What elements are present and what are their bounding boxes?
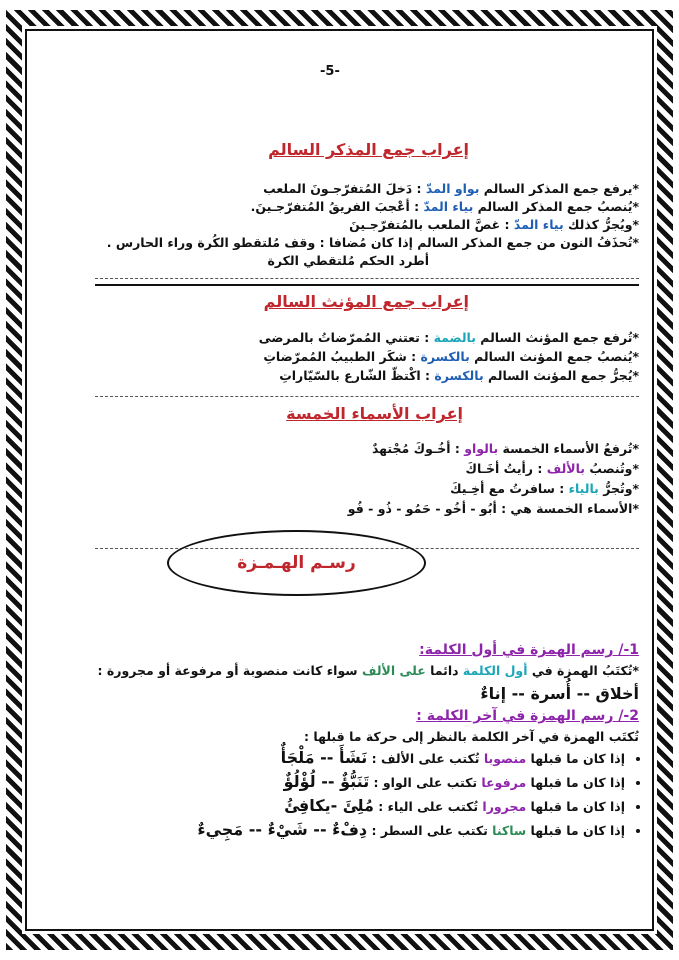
list-item: • إذا كان ما قبلها مرفوعا تكتب على الواو : تَنَبُّؤٌ -- لُؤْلُؤٌ — [197, 770, 625, 794]
list-item: • إذا كان ما قبلها منصوبا تُكتب على الألف : نَشَأَ -- مَلْجَأٌ — [197, 746, 625, 770]
hamza-rule1: *تُكتَبُ الهمزة في أول الكلمة دائما على الألف سواء كانت منصوبة أو مرفوعة أو مجرورة : — [97, 663, 639, 678]
five-line-4: *الأسماء الخمسة هي : أبُو - أخُو - حَمُو - ذُو - فُو — [347, 501, 639, 516]
hamza-title-oval — [167, 530, 426, 596]
hamza-title: رسـم الهـمـزة — [237, 553, 356, 573]
hamza-rule2: تُكتَب الهمزة في آخر الكلمة بالنظر إلى حركة ما قبلها : — [304, 729, 639, 744]
five-line-1: *تُرفعُ الأسماء الخمسة بالواو : أخُـوكَ مُجْتهدٌ — [371, 441, 639, 456]
fem-heading: إعراب جمع المؤنث السالم — [263, 292, 469, 311]
page-content — [40, 40, 639, 920]
list-item: • إذا كان ما قبلها مجرورا تُكتب على الياء : مُلِئَ -يكافِئُ — [197, 794, 625, 818]
fem-line-1: *تُرفع جمع المؤنث السالم بالضمة : تعتني المُمرّضاتُ بالمرضى — [258, 330, 639, 345]
five-line-3: *وتُجرُّ بالياء : سافرتُ مع أخِـيكَ — [450, 481, 639, 496]
masc-line-3: *ويُجرُّ كذلك بياء المدّ : غصَّ الملعب بالمُتفرّجـينَ — [349, 217, 639, 232]
hamza-sub2: 2-/ رسم الهمزة في آخر الكلمة : — [416, 708, 639, 724]
five-line-2: *وتُنصبُ بالألف : رأيتُ أخَـاكَ — [465, 461, 639, 476]
fem-line-3: *يُجرُّ جمع المؤنث السالم بالكسرة : اكْتظّ الشّارع بالسّيّاراتِ — [279, 368, 639, 383]
masc-line-2: *يُنصبُ جمع المذكر السالم بياء المدّ : أعْجبَ الفريقُ المُتفرّجـينَ. — [250, 199, 639, 214]
separator — [95, 278, 639, 279]
list-item: • إذا كان ما قبلها ساكنا تكتب على السطر : دِفْءٌ -- شَيْءٌ -- مَجِيءٌ — [197, 818, 625, 842]
masc-heading: إعراب جمع المذكر السالم — [268, 140, 469, 159]
hamza-bullets — [197, 746, 639, 842]
five-heading: إعراب الأسماء الخمسة — [286, 404, 463, 423]
masc-line-1: *يرفع جمع المذكر السالم بواو المدّ : دَخلَ المُتفرّجـونَ الملعب — [263, 181, 639, 196]
page-number: -5- — [320, 64, 340, 79]
masc-line-5: أطرد الحكم مُلتقطي الكرة — [267, 253, 429, 268]
hamza-sub1: 1-/ رسم الهمزة في أول الكلمة: — [419, 642, 639, 658]
fem-line-2: *يُنصبُ جمع المؤنث السالم بالكسرة : شكَر الطبيبُ المُمرّضاتِ — [263, 349, 639, 364]
masc-line-4: *تُحذَفُ النون من جمع المذكر السالم إذا كان مُضافا : وقف مُلتقطو الكُرة وراء الحارس . — [106, 235, 639, 250]
hamza-examples1: أخلاق -- أُسرة -- إناءٌ — [480, 684, 639, 703]
separator-solid — [95, 284, 639, 286]
separator — [95, 396, 639, 397]
